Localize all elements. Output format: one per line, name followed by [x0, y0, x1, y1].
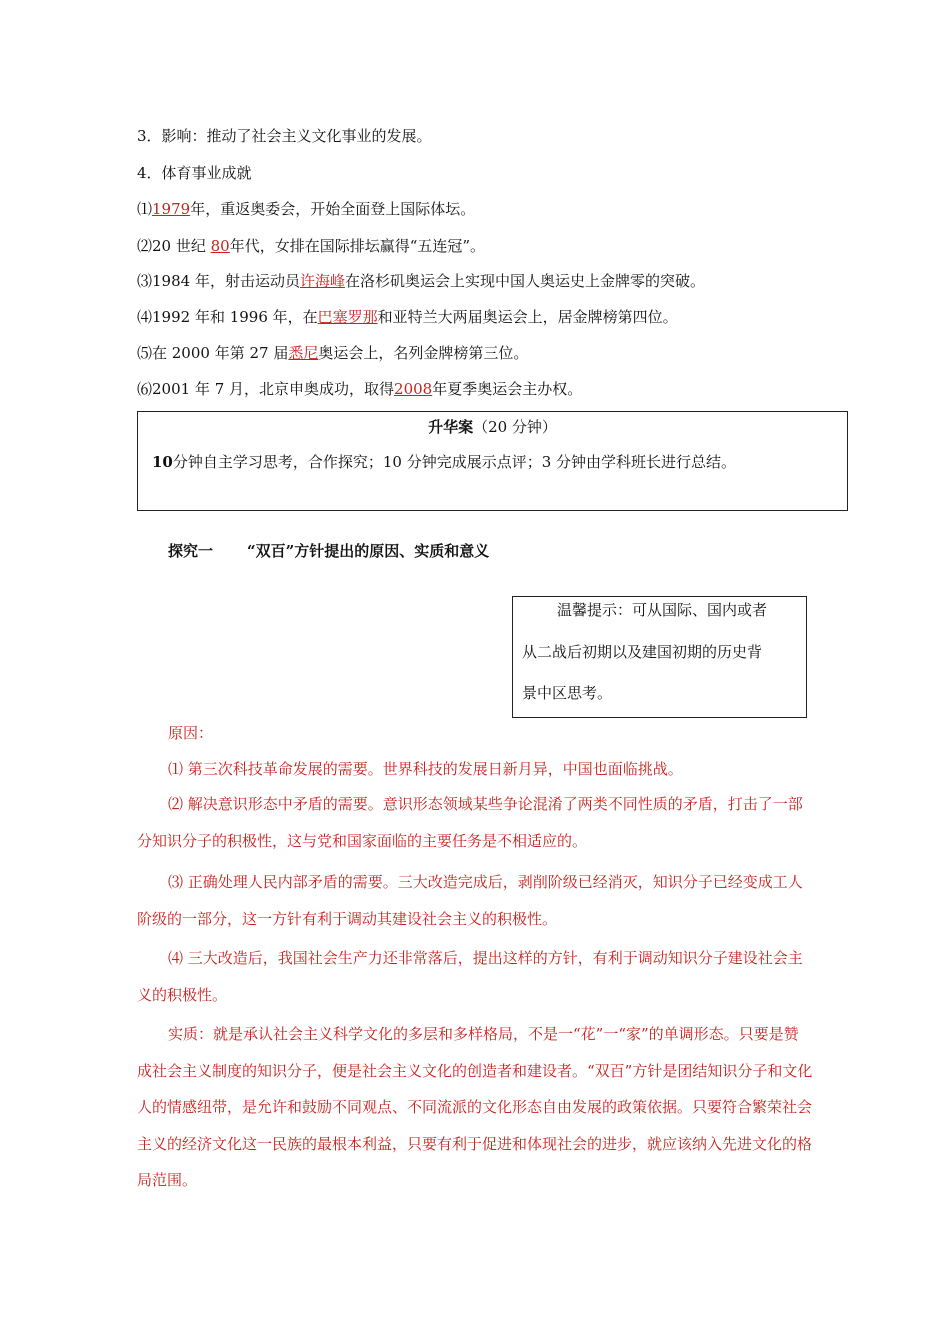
achievement-3: [137, 271, 705, 291]
reason-4: ⑷ 三大改造后，我国社会生产力还非常落后，提出这样的方针，有利于调动知识分子建设社会主义的积极性。: [137, 949, 803, 1004]
reason-2: ⑵ 解决意识形态中矛盾的需要。意识形态领域某些争论混淆了两类不同性质的矛盾，打击了一部分知识分子的积极性，这与党和国家面临的主要任务是不相适应的。: [137, 795, 803, 850]
item-4-heading: 4．体育事业成就: [137, 164, 252, 182]
achievement-prefix: ⑵20 世纪: [137, 237, 211, 255]
achievement-suffix: 在洛杉矶奥运会上实现中国人奥运史上金牌零的突破。: [344, 272, 705, 290]
achievement-suffix: 奥运会上，名列金牌榜第三位。: [318, 344, 529, 362]
achievement-6: [137, 379, 582, 399]
achievement-prefix: ⑴: [137, 200, 153, 218]
tip-line-1: 温馨提示：可从国际、国内或者: [557, 601, 768, 619]
sheng-hua-title-text: 升华案: [428, 418, 474, 436]
achievement-prefix: ⑹2001 年 7 月，北京申奥成功，取得: [137, 380, 395, 398]
achievement-blank: 80: [210, 237, 230, 255]
achievement-blank: 许海峰: [299, 272, 345, 290]
sheng-hua-box: [137, 411, 848, 511]
achievement-5: [137, 343, 528, 363]
achievement-suffix: 年夏季奥运会主办权。: [432, 380, 583, 398]
inquiry-title: “双百”方针提出的原因、实质和意义: [247, 542, 490, 560]
achievement-suffix: 年，重返奥委会，开始全面登上国际体坛。: [190, 200, 476, 218]
item-3-influence: 3．影响：推动了社会主义文化事业的发展。: [137, 127, 432, 145]
achievement-prefix: ⑷1992 年和 1996 年，在: [137, 308, 318, 326]
reason-label: 原因：: [168, 724, 214, 742]
inquiry-label: 探究一: [168, 542, 214, 560]
achievement-2: [137, 236, 485, 256]
achievement-suffix: 年代，女排在国际排坛赢得“五连冠”。: [229, 237, 486, 255]
achievement-blank: 悉尼: [288, 344, 319, 362]
achievement-blank: 巴塞罗那: [317, 308, 378, 326]
essence-paragraph: 实质：就是承认社会主义科学文化的多层和多样格局，不是一“花”一“家”的单调形态。只要是赞成社会主义制度的知识分子，便是社会主义文化的创造者和建设者。“双百”方针是团结知识分子和文化人的情感纽带，是允许和鼓励不同观点、不同流派的文化形态自由发展的政策依据。只要符合繁荣社会主义的经济文化这一民族的最根本利益，只要有利于促进和体现社会的进步，就应该纳入先进文化的格局范围。: [137, 1025, 813, 1189]
achievement-1: [137, 199, 475, 219]
achievement-prefix: ⑸在 2000 年第 27 届: [137, 344, 289, 362]
achievement-suffix: 和亚特兰大两届奥运会上，居金牌榜第四位。: [377, 308, 678, 326]
sheng-hua-body-text: 分钟自主学习思考，合作探究；10 分钟完成展示点评；3 分钟由学科班长进行总结。: [172, 453, 737, 471]
achievement-prefix: ⑶1984 年，射击运动员: [137, 272, 300, 290]
achievement-blank: 2008: [394, 380, 433, 398]
tip-box: [512, 596, 807, 718]
sheng-hua-body-number: 10: [152, 453, 173, 471]
reason-3: ⑶ 正确处理人民内部矛盾的需要。三大改造完成后，剥削阶级已经消灭，知识分子已经变成工人阶级的一部分，这一方针有利于调动其建设社会主义的积极性。: [137, 873, 803, 928]
tip-line-3: 景中区思考。: [522, 684, 613, 702]
inquiry-heading: [168, 541, 489, 561]
sheng-hua-title-suffix: （20 分钟）: [473, 418, 557, 436]
tip-line-2: 从二战后初期以及建国初期的历史背: [522, 643, 763, 661]
achievement-4: [137, 307, 678, 327]
sheng-hua-body: [152, 452, 736, 472]
achievement-blank: 1979: [152, 200, 191, 218]
sheng-hua-title: [138, 417, 847, 437]
reason-1: ⑴ 第三次科技革命发展的需要。世界科技的发展日新月异，中国也面临挑战。: [168, 760, 683, 778]
